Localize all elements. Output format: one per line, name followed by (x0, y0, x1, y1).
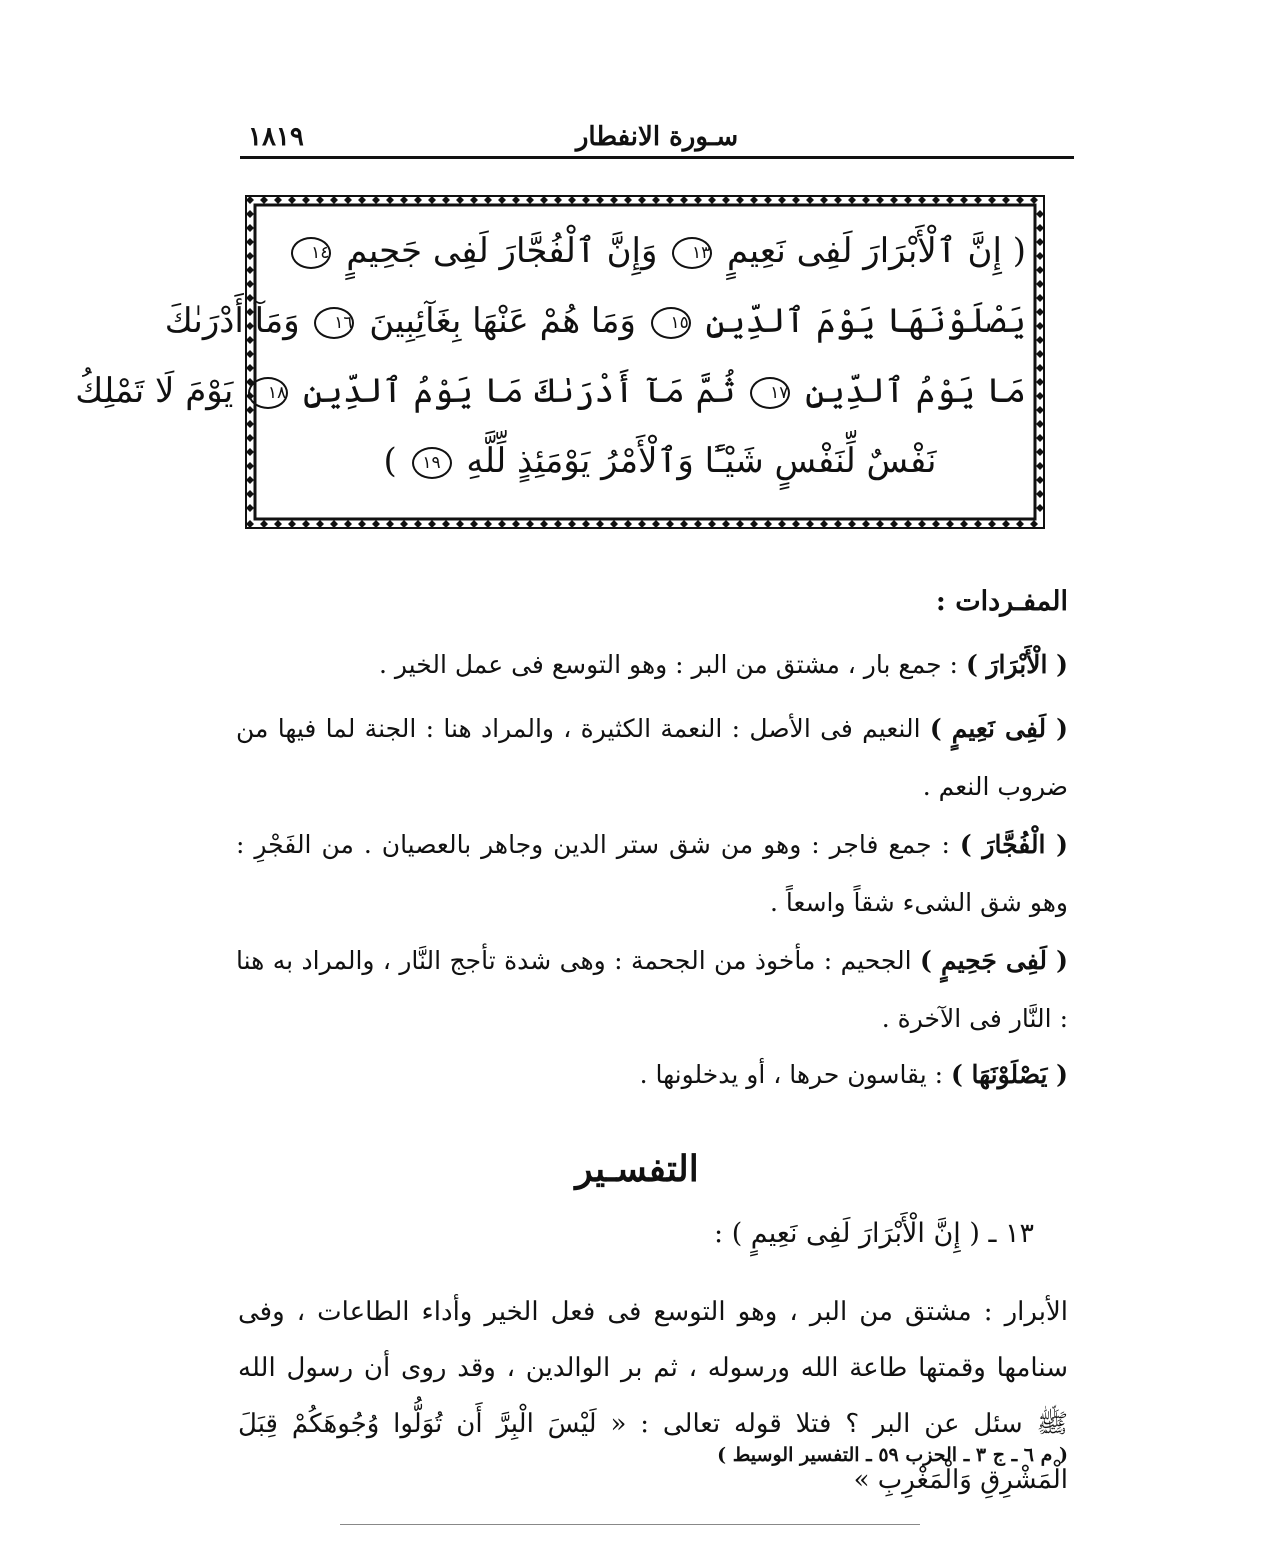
verse-number-marker: ١٩ (412, 447, 452, 479)
verse-number-marker: ١٧ (750, 377, 790, 409)
border-ornament (792, 196, 800, 204)
border-ornament (316, 520, 324, 528)
entry-text: الجحيم : مأخوذ من الجحمة : وهى شدة تأجج النَّار ، والمراد به هنا : النَّار فى الآخرة . (236, 946, 1068, 1033)
border-ornament (1036, 504, 1044, 512)
border-ornament (736, 520, 744, 528)
border-ornament (456, 196, 464, 204)
border-ornament (526, 196, 534, 204)
border-ornament (918, 196, 926, 204)
border-ornament (596, 196, 604, 204)
border-ornament (260, 196, 268, 204)
vocabulary-entry (236, 816, 1068, 932)
surah-title: سـورة الانفطار (575, 122, 739, 152)
border-ornament (1002, 520, 1010, 528)
verse-number-marker: ١٥ (651, 307, 691, 339)
border-ornament (582, 196, 590, 204)
border-ornament (246, 462, 254, 470)
border-ornament (946, 520, 954, 528)
page-header (240, 118, 1074, 158)
border-ornament (400, 520, 408, 528)
vocabulary-entry (236, 932, 1068, 1048)
border-ornament (862, 520, 870, 528)
border-ornament (834, 196, 842, 204)
entry-text: : جمع بار ، مشتق من البر : وهو التوسع فى عمل الخير . (378, 650, 958, 679)
border-ornament (302, 520, 310, 528)
border-ornament (890, 196, 898, 204)
border-ornament (484, 520, 492, 528)
vocabulary-entry (236, 700, 1068, 816)
border-ornament (694, 196, 702, 204)
verse-text: ) (383, 441, 397, 481)
border-ornament (568, 196, 576, 204)
verse-text: نَفْسٌ لِّنَفْسٍ شَيْـًٔا وَٱلْأَمْرُ يَوْمَئِذٍ لِّلَّهِ (466, 441, 937, 481)
border-ornament (974, 520, 982, 528)
border-ornament (1036, 434, 1044, 442)
border-ornament (540, 520, 548, 528)
verse-number-marker: ١٤ (291, 237, 331, 269)
border-ornament (974, 196, 982, 204)
border-ornament (568, 520, 576, 528)
border-ornament (456, 520, 464, 528)
border-ornament (750, 520, 758, 528)
border-ornament (442, 520, 450, 528)
border-ornament (400, 196, 408, 204)
border-ornament (246, 210, 254, 218)
border-ornament (792, 520, 800, 528)
border-ornament (806, 520, 814, 528)
bottom-rule (340, 1524, 920, 1525)
entry-term: ( لَفِى نَعِيمٍ ) (929, 714, 1069, 743)
border-ornament (512, 520, 520, 528)
border-ornament (246, 448, 254, 456)
border-ornament (274, 196, 282, 204)
entry-text: : جمع فاجر : وهو من شق ستر الدين وجاهر بالعصيان . من الفَجْرِ : وهو شق الشىء شقاً واسعاً . (236, 830, 1068, 917)
border-ornament (624, 520, 632, 528)
border-ornament (638, 196, 646, 204)
border-ornament (960, 520, 968, 528)
border-ornament (1036, 336, 1044, 344)
entry-text: النعيم فى الأصل : النعمة الكثيرة ، والمراد هنا : الجنة لما فيها من ضروب النعم . (236, 714, 1068, 801)
border-ornament (1016, 196, 1024, 204)
border-ornament (316, 196, 324, 204)
vocabulary-heading: المفـردات : (935, 586, 1068, 617)
border-ornament (750, 196, 758, 204)
border-ornament (344, 196, 352, 204)
entry-term: ( لَفِى جَحِيمٍ ) (920, 946, 1069, 975)
verse-line (164, 286, 1026, 356)
border-ornament (1036, 490, 1044, 498)
border-ornament (778, 196, 786, 204)
border-ornament (428, 196, 436, 204)
verse-number-marker: ١٣ (672, 237, 712, 269)
border-ornament (932, 520, 940, 528)
verse-text: وَإِنَّ ٱلْفُجَّارَ لَفِى جَحِيمٍ (346, 231, 658, 271)
border-ornament (246, 476, 254, 484)
border-ornament (246, 490, 254, 498)
verse-number-marker: ١٨ (248, 377, 288, 409)
verse-text: ( إِنَّ ٱلْأَبْرَارَ لَفِى نَعِيمٍ (727, 231, 1026, 271)
border-ornament (1036, 364, 1044, 372)
border-ornament (526, 520, 534, 528)
border-ornament (876, 196, 884, 204)
border-ornament (848, 520, 856, 528)
border-ornament (1036, 224, 1044, 232)
border-ornament (246, 252, 254, 260)
border-ornament (330, 196, 338, 204)
border-ornament (414, 520, 422, 528)
border-ornament (1002, 196, 1010, 204)
border-ornament (778, 520, 786, 528)
border-ornament (498, 520, 506, 528)
border-ornament (414, 196, 422, 204)
border-ornament (246, 266, 254, 274)
page-number: ١٨١٩ (248, 122, 304, 152)
border-ornament (246, 520, 254, 528)
border-ornament (386, 196, 394, 204)
border-ornament (904, 520, 912, 528)
border-ornament (1016, 520, 1024, 528)
border-ornament (946, 196, 954, 204)
border-ornament (246, 238, 254, 246)
border-ornament (1036, 266, 1044, 274)
border-ornament (372, 520, 380, 528)
border-ornament (246, 434, 254, 442)
border-ornament (554, 196, 562, 204)
border-ornament (638, 520, 646, 528)
border-ornament (764, 520, 772, 528)
border-ornament (358, 520, 366, 528)
border-ornament (1036, 378, 1044, 386)
border-ornament (988, 520, 996, 528)
border-ornament (722, 196, 730, 204)
tafsir-subheading: ١٣ ـ ( إِنَّ الْأَبْرَارَ لَفِى نَعِيمٍ ) : (714, 1218, 1034, 1249)
border-ornament (708, 196, 716, 204)
border-ornament (1036, 280, 1044, 288)
border-ornament (246, 196, 254, 204)
border-ornament (1036, 210, 1044, 218)
border-ornament (554, 520, 562, 528)
border-ornament (246, 504, 254, 512)
verse-number-marker: ١٦ (314, 307, 354, 339)
border-ornament (1036, 406, 1044, 414)
border-ornament (1036, 448, 1044, 456)
border-ornament (890, 520, 898, 528)
border-ornament (428, 520, 436, 528)
border-ornament (1036, 392, 1044, 400)
verse-text: ثُمَّ مَآ أَدْرَىٰكَ مَا يَوْمُ ٱلدِّينِ (302, 371, 736, 411)
border-ornament (358, 196, 366, 204)
entry-term: ( الْفُجَّارَ ) (959, 830, 1068, 859)
border-ornament (652, 520, 660, 528)
tafsir-paragraph: الأبرار : مشتق من البر ، وهو التوسع فى فعل الخير وأداء الطاعات ، وفى سنامها وقمتها طاعة الله ورسوله ، ثم بر الوالدين ، وقد روى أن رسول الله ﷺ سئل عن البر ؟ فتلا قوله تعالى : « لَيْسَ الْبِرَّ أَن تُوَلُّوا وُجُوهَكُمْ قِبَلَ الْمَشْرِقِ وَالْمَغْرِبِ » (238, 1297, 1068, 1495)
border-ornament (1036, 238, 1044, 246)
border-ornament (1036, 476, 1044, 484)
border-ornament (848, 196, 856, 204)
entry-term: ( يَصْلَوْنَهَا ) (951, 1060, 1068, 1089)
border-ornament (610, 196, 618, 204)
border-ornament (1030, 520, 1038, 528)
border-ornament (862, 196, 870, 204)
verse-text: وَمَا هُمْ عَنْهَا بِغَآئِبِينَ (369, 301, 636, 341)
border-ornament (680, 520, 688, 528)
verse-text: يَوْمَ لَا تَمْلِكُ (75, 371, 234, 411)
verse-text: وَمَآ أَدْرَىٰكَ (164, 301, 300, 341)
border-ornament (666, 196, 674, 204)
verse-line (294, 426, 1026, 496)
vocabulary-entry (236, 636, 1068, 694)
border-ornament (764, 196, 772, 204)
border-ornament (1036, 308, 1044, 316)
border-ornament (694, 520, 702, 528)
verse-text: مَا يَوْمُ ٱلدِّينِ (805, 371, 1026, 411)
verse-box (75, 190, 1048, 534)
border-ornament (876, 520, 884, 528)
border-ornament (288, 520, 296, 528)
border-ornament (470, 196, 478, 204)
border-ornament (274, 520, 282, 528)
border-ornament (806, 196, 814, 204)
border-ornament (596, 520, 604, 528)
border-ornament (330, 520, 338, 528)
border-ornament (904, 196, 912, 204)
border-ornament (708, 520, 716, 528)
border-ornament (988, 196, 996, 204)
border-ornament (498, 196, 506, 204)
entry-term: ( الْأَبْرَارَ ) (965, 650, 1068, 679)
border-ornament (834, 520, 842, 528)
border-ornament (386, 520, 394, 528)
border-ornament (512, 196, 520, 204)
border-ornament (582, 520, 590, 528)
verse-line (75, 356, 1026, 426)
border-ornament (1030, 196, 1038, 204)
border-ornament (820, 196, 828, 204)
border-ornament (918, 520, 926, 528)
border-ornament (1036, 420, 1044, 428)
footnote: ( م ٦ ـ ج ٣ ـ الحزب ٥٩ ـ التفسير الوسيط ) (717, 1444, 1068, 1466)
border-ornament (260, 520, 268, 528)
border-ornament (484, 196, 492, 204)
border-ornament (722, 520, 730, 528)
border-ornament (344, 520, 352, 528)
vocabulary-entry (236, 1046, 1068, 1104)
border-ornament (1036, 294, 1044, 302)
border-ornament (302, 196, 310, 204)
border-ornament (288, 196, 296, 204)
border-ornament (666, 520, 674, 528)
border-ornament (442, 196, 450, 204)
tafsir-heading: التفسـير (575, 1148, 699, 1190)
border-ornament (1036, 322, 1044, 330)
border-ornament (540, 196, 548, 204)
border-ornament (372, 196, 380, 204)
border-ornament (932, 196, 940, 204)
border-ornament (960, 196, 968, 204)
border-ornament (610, 520, 618, 528)
border-ornament (1036, 462, 1044, 470)
border-ornament (470, 520, 478, 528)
border-ornament (680, 196, 688, 204)
border-ornament (1036, 350, 1044, 358)
border-ornament (820, 520, 828, 528)
border-ornament (736, 196, 744, 204)
entry-text: : يقاسون حرها ، أو يدخلونها . (639, 1060, 944, 1089)
border-ornament (652, 196, 660, 204)
verse-text: يَصْلَوْنَهَا يَوْمَ ٱلدِّينِ (705, 301, 1026, 341)
header-rule (240, 156, 1074, 159)
border-ornament (1036, 252, 1044, 260)
border-ornament (624, 196, 632, 204)
border-ornament (246, 224, 254, 232)
verse-lines (75, 216, 1026, 496)
verse-line (294, 216, 1026, 286)
